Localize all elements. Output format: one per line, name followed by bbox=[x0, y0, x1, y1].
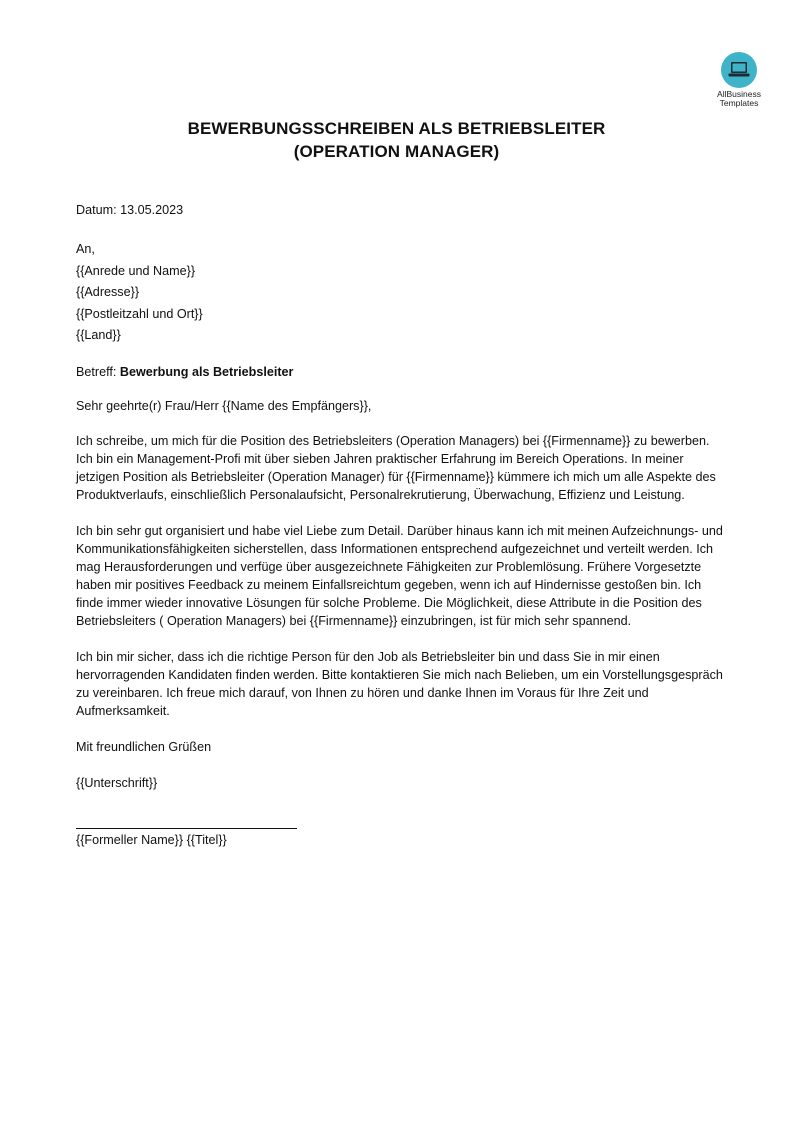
signature-line bbox=[76, 828, 297, 829]
document-title bbox=[0, 117, 793, 163]
title-line1: BEWERBUNGSSCHREIBEN ALS BETRIEBSLEITER bbox=[187, 119, 606, 138]
logo-text-line1: AllBusiness bbox=[717, 89, 761, 99]
subject-label: Betreff: bbox=[76, 364, 120, 379]
logo-text-line2: Templates bbox=[719, 98, 759, 108]
signature-placeholder: {{Unterschrift}} bbox=[76, 775, 158, 790]
letter-closing: Mit freundlichen Grüßen bbox=[76, 739, 212, 754]
logo-text bbox=[700, 90, 778, 108]
address-line: An, bbox=[76, 242, 95, 256]
letter-paragraph: Ich bin sehr gut organisiert und habe viel Liebe zum Detail. Darüber hinaus kann ich mit meinen Aufzeichnungs- und Kommunikationsfähigkeiten sicherstellen, dass Informationen entsprechend aufgezeichnet und verteilt werden. Ich mag Herausforderungen und verfüge über ausgezeichnete Fähigkeiten zur Problemlösung. Frühere Vorgesetzte haben mir positives Feedback zu meinem Einfallsreichtum gegeben, wenn ich auf Hindernisse gestoßen bin. Ich finde immer wieder innovative Lösungen für solche Probleme. Die Möglichkeit, diese Attribute in die Position des Betriebsleiters ( Operation Managers) bei {{Firmenname}} einzubringen, ist für mich sehr spannend. bbox=[76, 523, 723, 628]
allbusiness-templates-logo bbox=[700, 52, 778, 108]
address-line: {{Anrede und Name}} bbox=[76, 263, 196, 278]
subject-text: Bewerbung als Betriebsleiter bbox=[119, 364, 294, 379]
letter-subject bbox=[76, 363, 726, 381]
recipient-address bbox=[76, 239, 726, 347]
letter-paragraph: Ich schreibe, um mich für die Position des Betriebsleiters (Operation Managers) bei {{Firmenname}} zu bewerben. Ich bin ein Management-Profi mit über sieben Jahren praktischer Erfahrung im Bereich Operations. In meiner jetzigen Position als Betriebsleiter (Operation Manager) für {{Firmenname}} kümmere ich mich um alle Aspekte des Produktverlaufs, einschließlich Personalaufsicht, Personalrekrutierung, Überwachung, Effizienz und Leistung. bbox=[76, 433, 716, 502]
letter-salutation: Sehr geehrte(r) Frau/Herr {{Name des Empfängers}}, bbox=[76, 398, 372, 413]
letter-paragraph: Ich bin mir sicher, dass ich die richtige Person für den Job als Betriebsleiter bin und dass Sie in mir einen hervorragenden Kandidaten finden werden. Bitte kontaktieren Sie mich nach Belieben, um ein Vorstellungsgespräch zu vereinbaren. Ich freue mich darauf, von Ihnen zu hören und danke Ihnen im Voraus für Ihre Zeit und Aufmerksamkeit. bbox=[76, 649, 723, 718]
title-line2: (OPERATION MANAGER) bbox=[293, 142, 500, 161]
formal-name: {{Formeller Name}} {{Titel}} bbox=[76, 832, 227, 847]
address-line: {{Land}} bbox=[76, 328, 121, 342]
address-line: {{Postleitzahl und Ort}} bbox=[76, 306, 203, 321]
letter-date: Datum: 13.05.2023 bbox=[76, 203, 184, 217]
letter-body bbox=[76, 201, 726, 849]
laptop-icon bbox=[721, 52, 757, 88]
address-line: {{Adresse}} bbox=[76, 285, 140, 299]
